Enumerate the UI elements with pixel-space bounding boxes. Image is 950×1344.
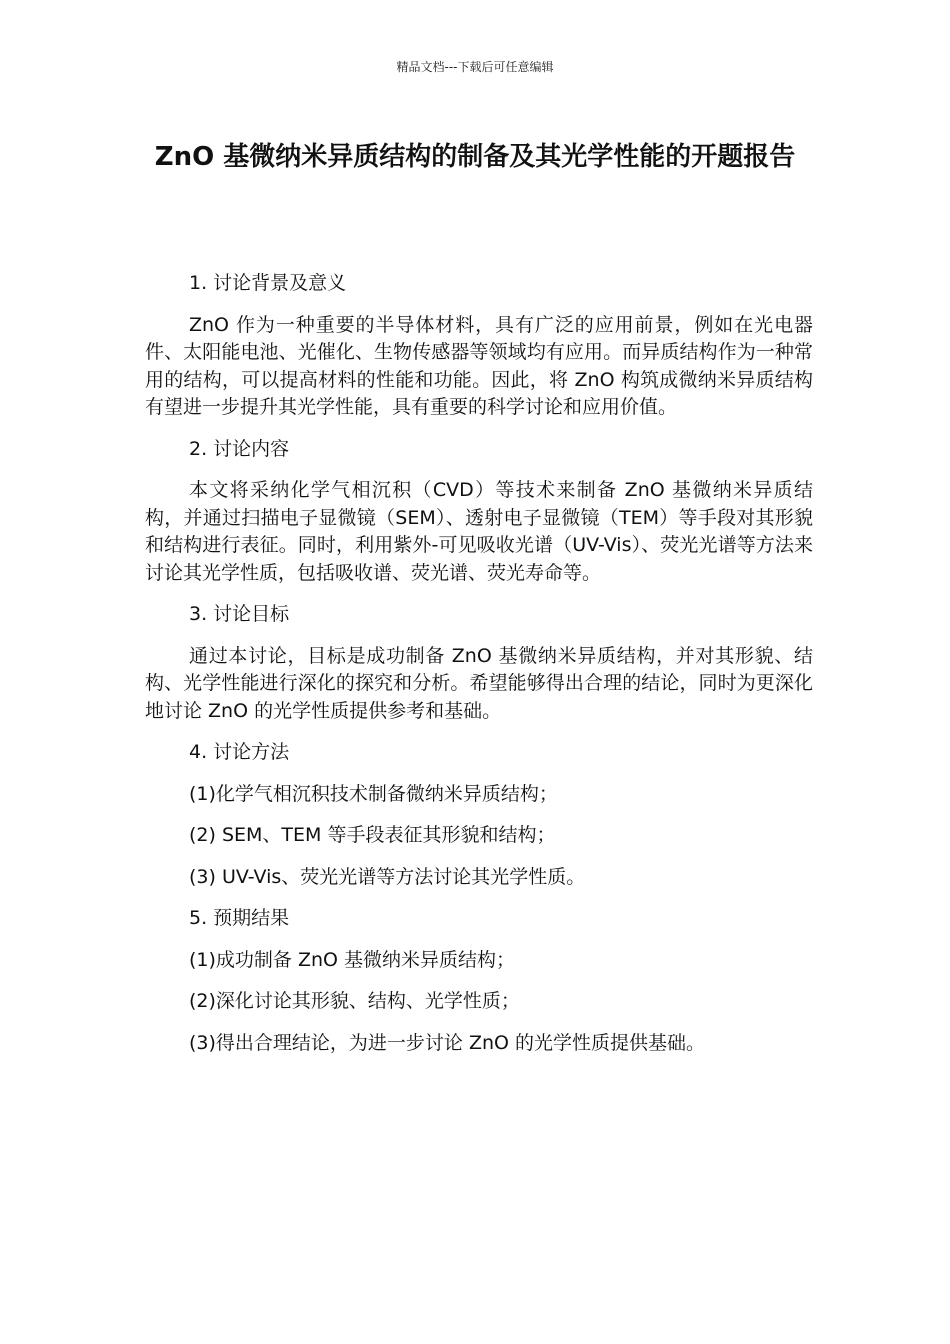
paragraph-background: ZnO 作为一种重要的半导体材料，具有广泛的应用前景，例如在光电器件、太阳能电池、光催化、生物传感器等领域均有应用。而异质结构作为一种常用的结构，可以提高材料的性能和功能。因此，将 ZnO 构筑成微纳米异质结构有望进一步提升其光学性能，具有重要的科学讨论和应用价值。 <box>145 313 813 418</box>
paragraph-goals: 通过本讨论，目标是成功制备 ZnO 基微纳米异质结构，并对其形貌、结构、光学性能进行深化的探究和分析。希望能够得出合理的结论，同时为更深化地讨论 ZnO 的光学性质提供参考和基础。 <box>145 644 813 722</box>
list-item-result-2: (2)深化讨论其形貌、结构、光学性质； <box>189 990 520 1012</box>
list-item-method-2: (2) SEM、TEM 等手段表征其形貌和结构； <box>189 824 556 846</box>
section-heading-expected-results: 5. 预期结果 <box>189 907 290 929</box>
section-heading-content: 2. 讨论内容 <box>189 437 290 460</box>
paragraph-content: 本文将采纳化学气相沉积（CVD）等技术来制备 ZnO 基微纳米异质结构，并通过扫描电子显微镜（SEM）、透射电子显微镜（TEM）等手段对其形貌和结构进行表征。同时，利用紫外-可见吸收光谱（UV-Vis）、荧光光谱等方法来讨论其光学性质，包括吸收谱、荧光谱、荧光寿命等。 <box>145 479 813 584</box>
header-note: 精品文档---下载后可任意编辑 <box>396 60 554 74</box>
document-body <box>145 270 813 1071</box>
list-item-method-3: (3) UV-Vis、荧光光谱等方法讨论其光学性质。 <box>189 865 586 888</box>
list-item-result-1: (1)成功制备 ZnO 基微纳米异质结构； <box>189 948 516 971</box>
section-heading-methods: 4. 讨论方法 <box>189 741 290 763</box>
section-heading-background: 1. 讨论背景及意义 <box>189 272 347 294</box>
section-heading-goals: 3. 讨论目标 <box>189 603 290 625</box>
document-title: ZnO 基微纳米异质结构的制备及其光学性能的开题报告 <box>154 142 796 172</box>
list-item-method-1: (1)化学气相沉积技术制备微纳米异质结构； <box>189 782 558 805</box>
list-item-result-3: (3)得出合理结论，为进一步讨论 ZnO 的光学性质提供基础。 <box>189 1031 706 1054</box>
